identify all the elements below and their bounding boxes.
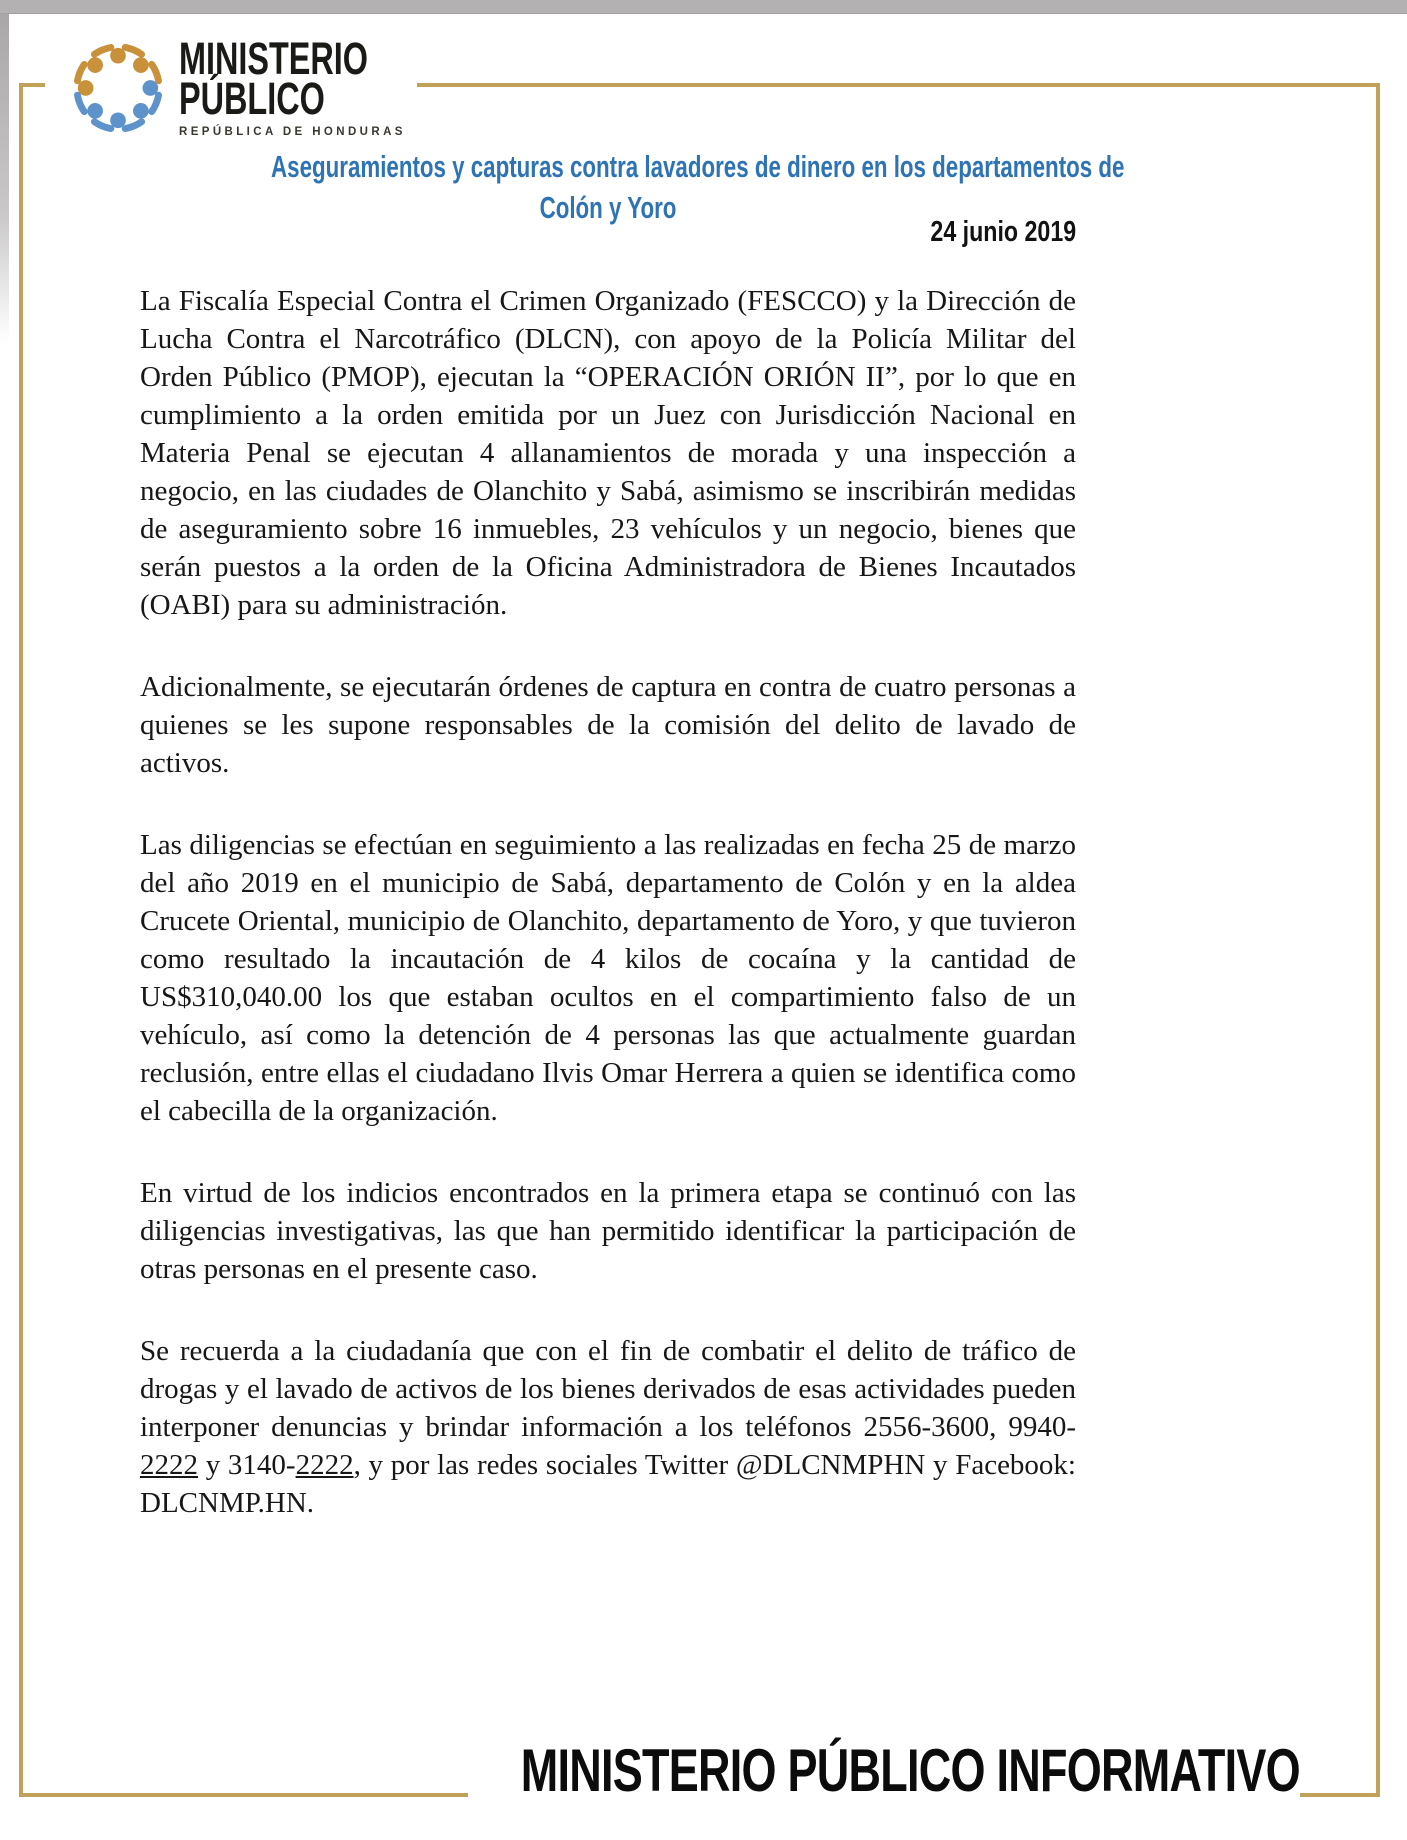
body-paragraph: En virtud de los indicios encontrados en la primera etapa se continuó con las diligencias investigativas, las que han permitido identificar la participación de otras personas en el presente caso. <box>140 1177 1076 1285</box>
body-paragraph: Adicionalmente, se ejecutarán órdenes de captura en contra de cuatro personas a quienes se les supone responsables de la comisión del delito de lavado de activos. <box>140 671 1076 779</box>
body-paragraph: Las diligencias se efectúan en seguimiento a las realizadas en fecha 25 de marzo del año 2019 en el municipio de Sabá, departamento de Colón y en la aldea Crucete Oriental, municipio de Olanchito, departamento de Yoro, y que tuvieron como resultado la incautación de 4 kilos de cocaína y la cantidad de US$310,040.00 los que estaban ocultos en el compartimiento falso de un vehículo, así como la detención de 4 personas las que actualmente guardan reclusión, entre ellas el ciudadano Ilvis Omar Herrera a quien se identifica como el cabecilla de la organización. <box>140 829 1076 1127</box>
document-date-text: 24 junio 2019 <box>930 216 1076 248</box>
body-text <box>140 282 1076 1566</box>
scan-edge-top <box>0 0 1407 14</box>
footer-title: MINISTERIO PÚBLICO INFORMATIVO <box>520 1736 1300 1804</box>
document-title-line1: Aseguramientos y capturas contra lavadores de dinero en los departamentos de <box>271 149 1125 184</box>
logo-name-line2: PÚBLICO <box>179 72 325 124</box>
logo-subtitle: REPÚBLICA DE HONDURAS <box>179 125 406 138</box>
people-circle-logo-icon <box>69 39 167 137</box>
logo-text <box>179 32 442 138</box>
logo-name-line1: MINISTERIO <box>179 32 369 84</box>
body-paragraph: La Fiscalía Especial Contra el Crimen Organizado (FESCCO) y la Dirección de Lucha Contra el Narcotráfico (DLCN), con apoyo de la Policía Militar del Orden Público (PMOP), ejecutan la “OPERACIÓN ORIÓN II”, por lo que en cumplimiento a la orden emitida por un Juez con Jurisdicción Nacional en Materia Penal se ejecutan 4 allanamientos de morada y una inspección a negocio, en las ciudades de Olanchito y Sabá, asimismo se inscribirán medidas de aseguramiento sobre 16 inmuebles, 23 vehículos y un negocio, bienes que serán puestos a la orden de la Oficina Administradora de Bienes Incautados (OABI) para su administración. <box>140 285 1076 621</box>
document-date <box>140 216 1076 249</box>
document-title-line2: Colón y Yoro <box>539 190 677 225</box>
scan-edge-left <box>0 14 9 344</box>
ministerio-publico-logo <box>45 16 417 160</box>
footer <box>468 1732 1300 1808</box>
body-paragraph: Se recuerda a la ciudadanía que con el fin de combatir el delito de tráfico de drogas y el lavado de activos de los bienes derivados de esas actividades pueden interponer denuncias y brindar información a los teléfonos 2556-3600, 9940-2222 y 3140-2222, y por las redes sociales Twitter @DLCNMPHN y Facebook: DLCNMP.HN. <box>140 1335 1076 1519</box>
